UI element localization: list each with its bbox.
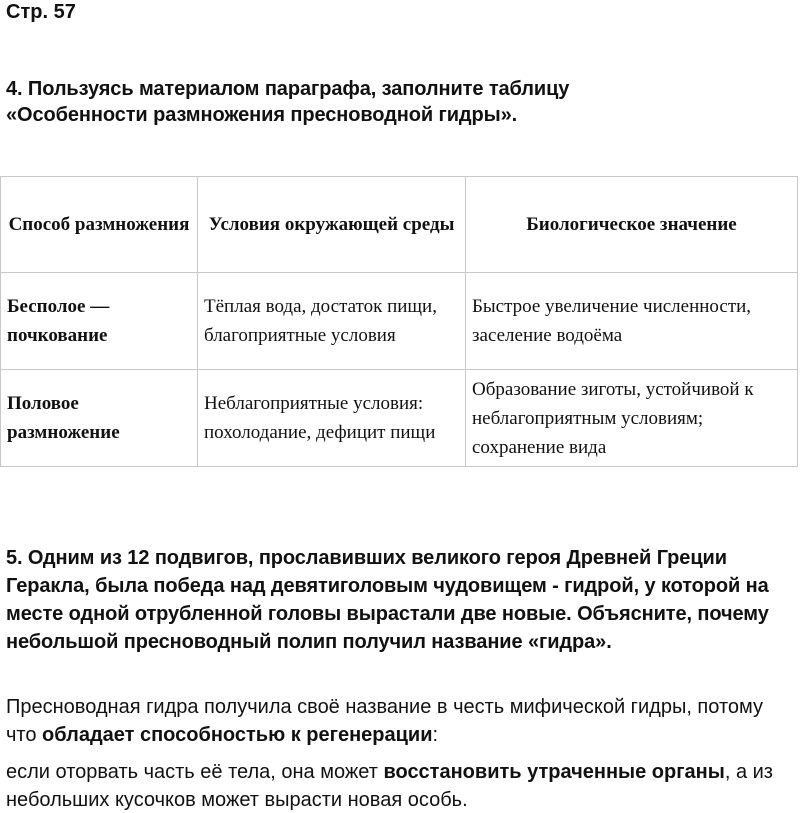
- table-row: [1, 370, 798, 467]
- table-cell-method: Бесполое — почкование: [1, 273, 198, 370]
- reproduction-features-table: [0, 176, 798, 467]
- table-row: [1, 273, 798, 370]
- table-header-significance: Биологическое значение: [466, 177, 798, 273]
- task4-title-line1: 4. Пользуясь материалом параграфа, заполните таблицу: [6, 78, 570, 100]
- task5-question: 5. Одним из 12 подвигов, прославивших великого героя Древней Греции Геракла, была победа над девятиголовым чудовищем - гидрой, у которой на месте одной отрубленной головы вырастали две новые. Объясните, почему небольшой пресноводный полип получил название «гидра».: [6, 547, 769, 653]
- table-header-row: [1, 177, 798, 273]
- table-cell-significance: Быстрое увеличение численности, заселение водоёма: [466, 273, 798, 370]
- task4-title: [6, 76, 786, 128]
- task5-answer-paragraph-1: [6, 693, 796, 749]
- table-header-conditions: Условия окружающей среды: [198, 177, 466, 273]
- table-header-method: Способ размножения: [1, 177, 198, 273]
- table-cell-significance: Образование зиготы, устойчивой к неблагоприятным условиям; сохранение вида: [466, 370, 798, 467]
- answer1-end: :: [432, 724, 439, 746]
- task5-answer-paragraph-2: [6, 758, 796, 813]
- answer2-end: , а из небольших кусочков может вырасти новая особь.: [6, 761, 773, 811]
- answer2-bold-text: восстановить утраченные органы: [383, 761, 725, 783]
- answer2-text: если оторвать часть её тела, она может: [6, 761, 384, 783]
- table-cell-conditions: Тёплая вода, достаток пищи, благоприятные условия: [198, 273, 466, 370]
- page-number: Стр. 57: [6, 1, 76, 23]
- answer1-bold-text: обладает способностью к регенерации: [42, 724, 433, 746]
- answer1-text: Пресноводная гидра получила своё название в честь мифической гидры, потому что: [6, 696, 763, 746]
- table-cell-method: Половое размножение: [1, 370, 198, 467]
- task4-title-line2: «Особенности размножения пресноводной гидры».: [6, 104, 518, 126]
- table-cell-conditions: Неблагоприятные условия: похолодание, дефицит пищи: [198, 370, 466, 467]
